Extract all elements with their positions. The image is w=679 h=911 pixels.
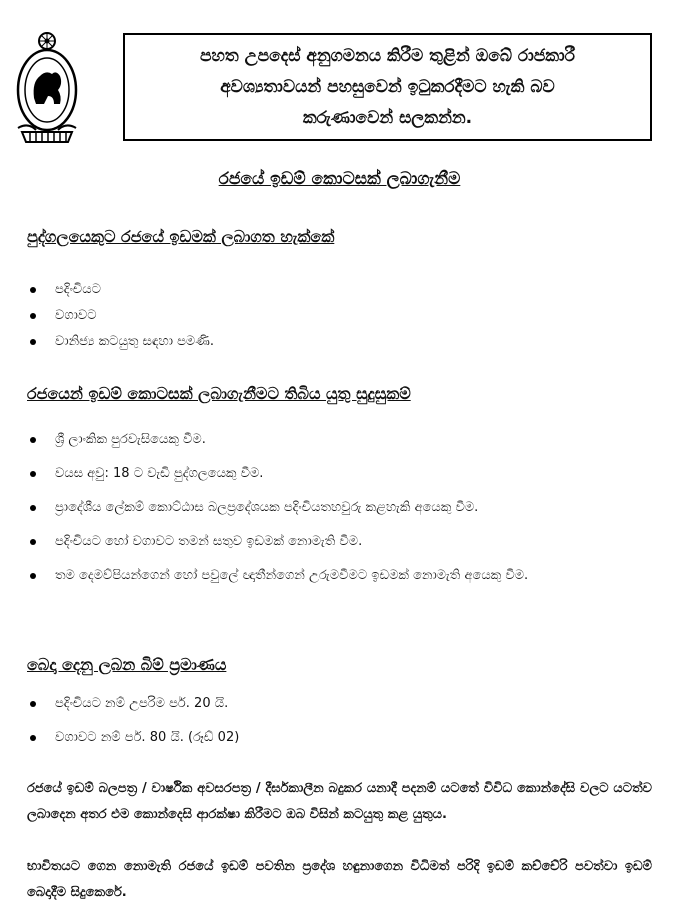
list-item-text: වගාවට (55, 308, 97, 323)
notice-line: කරුණාවෙන් සලකන්න. (302, 107, 473, 128)
bullet-icon (30, 735, 36, 741)
page-title: රජයේ ඉඩම් කොටසක් ලබාගැනීම (218, 169, 461, 189)
bullet-icon (30, 313, 36, 319)
list-item (0, 429, 679, 451)
notice-line: අවශ්‍යතාවයන් පහසුවෙන් ඉටුකරදීමට හැකි බව (220, 76, 555, 97)
list-item (0, 727, 679, 749)
qualifications-list (0, 429, 679, 599)
bullet-icon (30, 471, 36, 477)
bullet-icon (30, 339, 36, 345)
bullet-icon (30, 573, 36, 579)
list-item-text: ප්‍රාදේශීය ලේකම් කොට්ඨාස බලප්‍රදේශයක පදිංචියතහවුරු කළහැකි අයෙකු වීම. (55, 500, 479, 515)
list-item (0, 693, 679, 715)
list-item-text: පදිංචියට හෝ වගාවට තමන් සතුව ඉඩමක් නොමැති වීම. (55, 534, 363, 549)
list-item-text: පදිංචියට නම් උපරිම පර්. 20 යි. (55, 696, 229, 711)
list-item (0, 331, 679, 357)
list-item-text: වයස අවු: 18 ට වැඩි පුද්ගලයෙකු වීම. (55, 466, 264, 481)
list-item-text: තම දෙමව්පියන්ගෙන් හෝ පවුලේ ඥාතීන්ගෙන් උරුමවීමට ඉඩමක් නොමැති අයෙකු වීම. (55, 568, 529, 583)
list-item-text: ශ්‍රී ලාංකික පුරවැසියෙකු වීම. (55, 432, 206, 447)
dharma-wheel-icon (39, 33, 55, 49)
section-heading-land-extent: බෙදා දෙනු ලබන බිම් ප්‍රමාණය (27, 655, 227, 674)
lion-icon (34, 72, 62, 104)
list-item-text: පදිංචියට (55, 282, 101, 297)
bullet-icon (30, 701, 36, 707)
list-item (0, 463, 679, 485)
notice-box (123, 33, 652, 141)
bullet-icon (30, 539, 36, 545)
terms-paragraph: රජයේ ඉඩම් බලපත්‍ර / වාර්ෂික අවසරපත්‍ර / දීර්ඝකාලීන බදුකර යනාදී පදනම් යටතේ විවිධ කොන්දේසි වලට යටත්ව ලබාදෙන අතර එම කොන්දෙසි ආරක්ෂා කිරීමට ඔබ විසින් කටයුතු කළ යුතුය. (27, 781, 652, 822)
bullet-icon (30, 505, 36, 511)
emblem-base (18, 125, 76, 142)
section-heading-eligibility: පුද්ගලයෙකුට රජයේ ඉඩමක් ලබාගත හැක්කේ (27, 227, 335, 246)
distribution-paragraph: භාවිතයට ගෙන නොමැති රජයේ ඉඩම් පවතින ප්‍රදේශ හඳුනාගෙන විධිමත් පරිදි ඉඩම් කච්චේරි පවත්වා ඉඩම් බෙදාදීම සිදුකෙරේ. (27, 859, 652, 900)
list-item (0, 305, 679, 331)
list-item (0, 497, 679, 519)
list-item (0, 279, 679, 305)
list-item (0, 565, 679, 587)
notice-line: පහත උපදෙස් අනුගමනය කිරීම තුළින් ඔබේ රාජකාරී (200, 45, 575, 66)
government-emblem (14, 30, 80, 148)
land-extent-list (0, 693, 679, 761)
list-item-text: වානිජ්‍ය කටයුතු සඳහා පමණි. (55, 334, 215, 349)
bullet-icon (30, 437, 36, 443)
list-item-text: වගාවට නම් පර්. 80 යි. (රූඩ් 02) (55, 730, 240, 745)
bullet-icon (30, 287, 36, 293)
eligibility-list (0, 279, 679, 357)
list-item (0, 531, 679, 553)
section-heading-qualifications: රජයෙන් ඉඩම් කොටසක් ලබාගැනීමට තිබිය යුතු සුදුසුකම් (27, 384, 411, 403)
